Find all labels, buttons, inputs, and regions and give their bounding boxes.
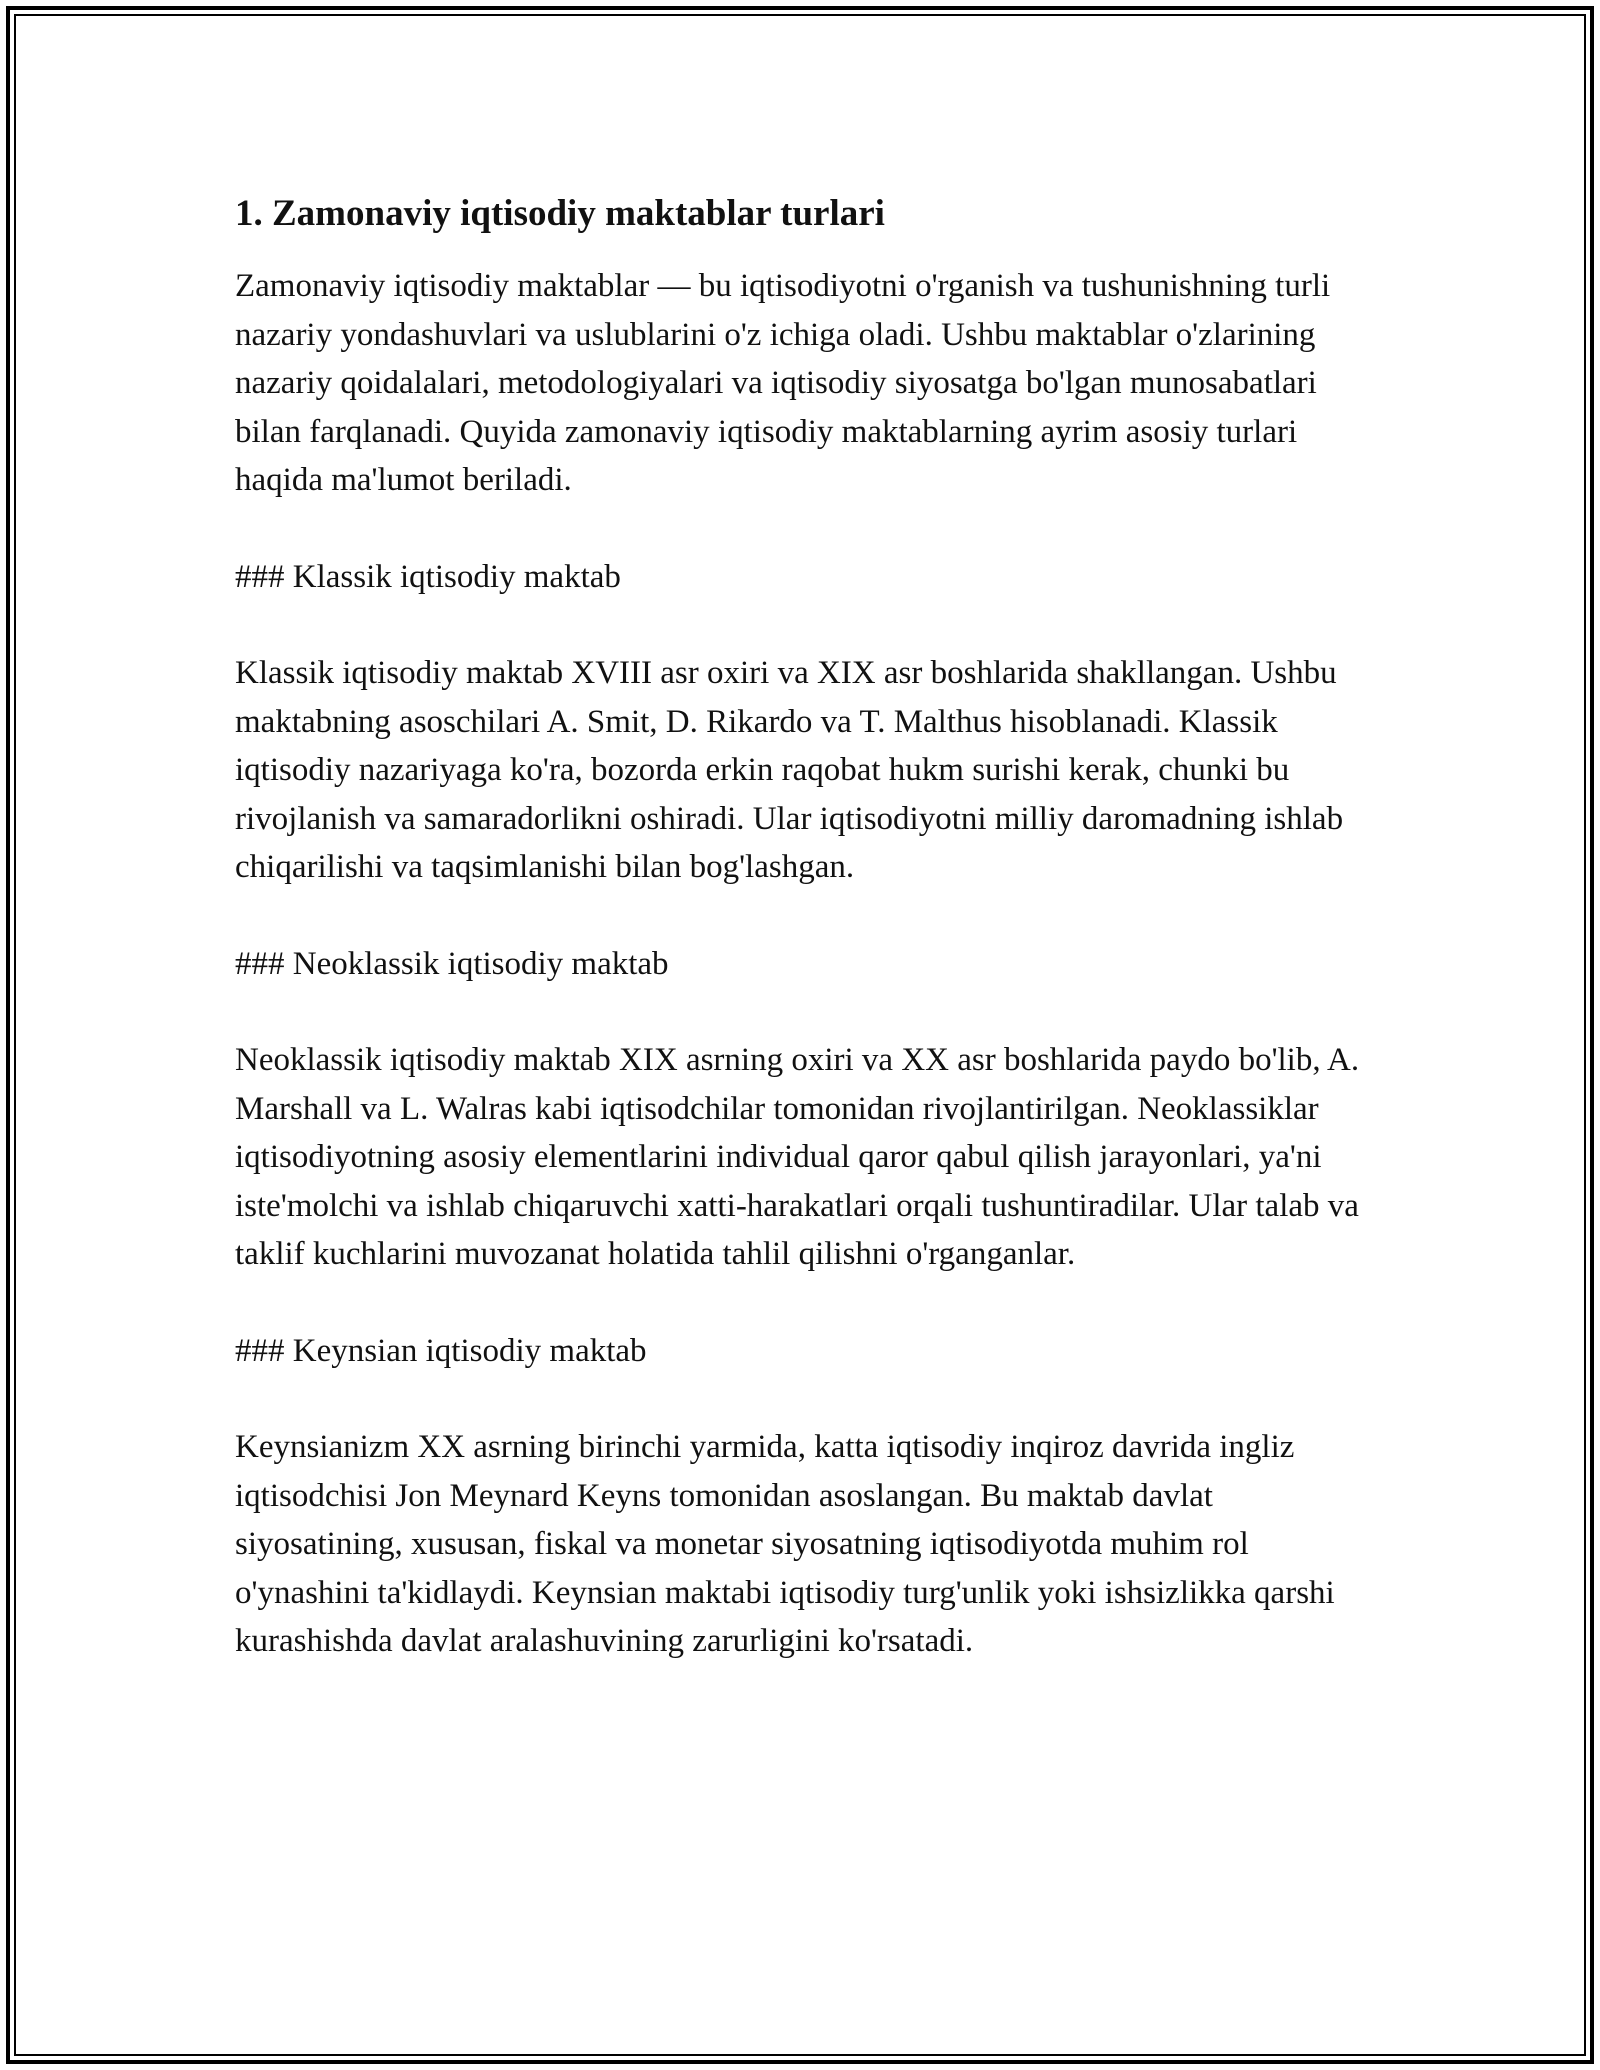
section-classical: [235, 553, 1365, 892]
section-heading: ### Keynsian iqtisodiy maktab: [235, 1332, 647, 1369]
section-neoclassical: [235, 940, 1365, 1279]
document-body: [235, 186, 1365, 1714]
section-paragraph: Klassik iqtisodiy maktab XVIII asr oxiri va XIX asr boshlarida shakllangan. Ushbu maktabning asoschilari A. Smit, D. Rikardo va T. Malthus hisoblanadi. Klassik iqtisodiy nazariyaga ko'ra, bozorda erkin raqobat hukm surishi kerak, chunki bu rivojlanish va samaradorlikni oshiradi. Ular iqtisodiyotni milliy daromadning ishlab chiqarilishi va taqsimlanishi bilan bog'lashgan.: [235, 655, 1344, 885]
section-heading: ### Neoklassik iqtisodiy maktab: [235, 945, 669, 982]
document-title: 1. Zamonaviy iqtisodiy maktablar turlari: [235, 193, 885, 234]
section-paragraph: Neoklassik iqtisodiy maktab XIX asrning oxiri va XX asr boshlarida paydo bo'lib, A. Marshall va L. Walras kabi iqtisodchilar tomonidan rivojlantirilgan. Neoklassiklar iqtisodiyotning asosiy elementlarini individual qaror qabul qilish jarayonlari, ya'ni iste'molchi va ishlab chiqaruvchi xatti-harakatlari orqali tushuntiradilar. Ular talab va taklif kuchlarini muvozanat holatida tahlil qilishni o'rganganlar.: [235, 1042, 1360, 1272]
section-heading: ### Klassik iqtisodiy maktab: [235, 558, 621, 595]
section-paragraph: Keynsianizm XX asrning birinchi yarmida, katta iqtisodiy inqiroz davrida ingliz iqtisodchisi Jon Meynard Keyns tomonidan asoslangan. Bu maktab davlat siyosatining, xususan, fiskal va monetar siyosatning iqtisodiyotda muhim rol o'ynashini ta'kidlaydi. Keynsian maktabi iqtisodiy turg'unlik yoki ishsizlikka qarshi kurashishda davlat aralashuvining zarurligini ko'rsatadi.: [235, 1429, 1335, 1659]
intro-paragraph: Zamonaviy iqtisodiy maktablar — bu iqtisodiyotni o'rganish va tushunishning turli nazariy yondashuvlari va uslublarini o'z ichiga oladi. Ushbu maktablar o'zlarining nazariy qoidalalari, metodologiyalari va iqtisodiy siyosatga bo'lgan munosabatlari bilan farqlanadi. Quyida zamonaviy iqtisodiy maktablarning ayrim asosiy turlari haqida ma'lumot beriladi.: [235, 268, 1331, 498]
section-keynesian: [235, 1327, 1365, 1666]
